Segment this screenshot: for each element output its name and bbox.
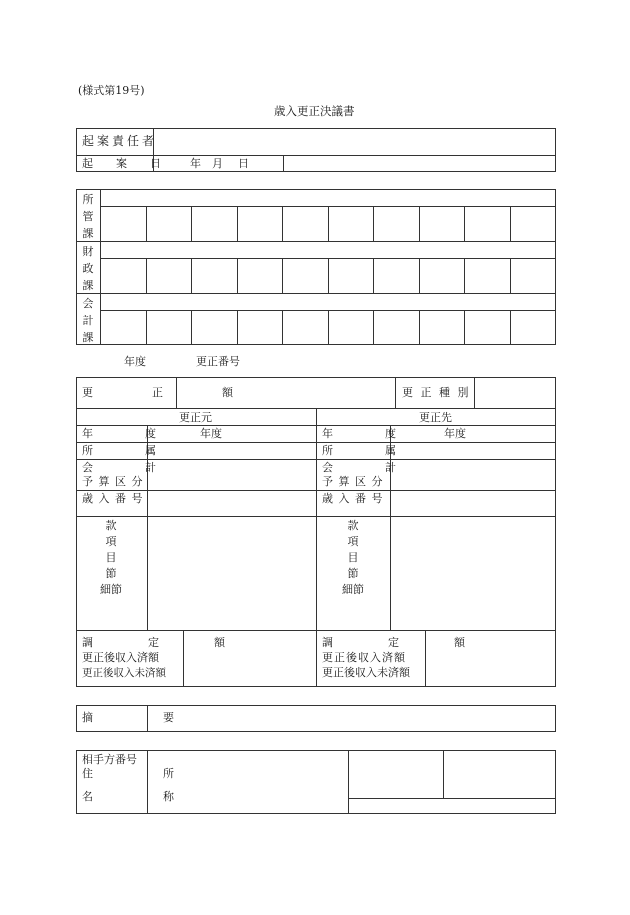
- stamp-cell[interactable]: [238, 259, 281, 292]
- date-month-char: 月: [212, 157, 223, 170]
- form-number: (様式第19号): [78, 84, 145, 97]
- subject-moku: 目: [105, 551, 117, 564]
- dest-amounts-field[interactable]: [426, 631, 555, 686]
- stamp-cell[interactable]: [147, 311, 190, 344]
- dest-revenue-no-field[interactable]: [391, 491, 555, 515]
- stamp-cell[interactable]: [465, 311, 509, 344]
- subject-saisetsu: 細節: [342, 583, 364, 596]
- stamp-cell[interactable]: [192, 311, 236, 344]
- dest-account-field[interactable]: [391, 460, 555, 489]
- source-account-label: 会 計: [82, 461, 166, 474]
- draft-extra-field[interactable]: [284, 156, 555, 171]
- approval-name-field[interactable]: [101, 294, 555, 309]
- source-dept-label: 所 属: [82, 444, 166, 457]
- subject-saisetsu: 細節: [100, 583, 122, 596]
- partner-address-label: 住 所: [82, 767, 190, 780]
- approval-name-field[interactable]: [101, 242, 555, 257]
- stamp-cell[interactable]: [283, 259, 327, 292]
- correction-type-field[interactable]: [475, 378, 555, 408]
- date-day-char: 日: [238, 157, 249, 170]
- dest-year-label: 年 度: [322, 427, 406, 440]
- dest-account-label: 会 計: [322, 461, 406, 474]
- subject-kan: 款: [347, 519, 359, 532]
- stamp-cell[interactable]: [374, 259, 418, 292]
- subject-moku: 目: [347, 551, 359, 564]
- correction-type-label: 更 正 種 別: [402, 386, 471, 399]
- drafter-field[interactable]: [154, 129, 555, 154]
- section-label-kaikei: 会 計 課: [82, 297, 94, 344]
- dest-received-label: 更正後収入済額: [322, 651, 406, 664]
- stamp-cell[interactable]: [420, 259, 463, 292]
- source-unreceived-label: 更正後収入未済額: [82, 667, 166, 679]
- partner-extra-field-3[interactable]: [349, 799, 555, 813]
- stamp-cell[interactable]: [374, 311, 418, 344]
- source-year-value: 年度: [200, 427, 222, 440]
- stamp-cell[interactable]: [511, 311, 555, 344]
- source-revenue-no-label: 歳 入 番 号: [82, 492, 144, 505]
- stamp-cell[interactable]: [283, 311, 327, 344]
- stamp-cell[interactable]: [147, 259, 190, 292]
- dest-dept-label: 所 属: [322, 444, 406, 457]
- stamp-cell[interactable]: [329, 207, 372, 240]
- source-revenue-no-field[interactable]: [148, 491, 315, 515]
- source-subject-list: [86, 518, 136, 598]
- stamp-cell[interactable]: [238, 207, 281, 240]
- dest-subject-field[interactable]: [391, 517, 555, 629]
- stamp-cell[interactable]: [511, 207, 555, 240]
- subject-setsu: 節: [105, 567, 117, 580]
- source-account-field[interactable]: [148, 460, 315, 489]
- partner-info-field[interactable]: [148, 751, 347, 813]
- stamp-cell[interactable]: [101, 311, 145, 344]
- stamp-cell[interactable]: [511, 259, 555, 292]
- source-amounts-field[interactable]: [184, 631, 315, 686]
- subject-setsu: 節: [347, 567, 359, 580]
- correction-amount-label: 更 正 額: [82, 386, 257, 399]
- subject-kou: 項: [105, 535, 117, 548]
- partner-name-label: 名 称: [82, 790, 190, 803]
- correction-amount-field[interactable]: [177, 378, 394, 408]
- drafter-label: 起案責任者: [82, 134, 158, 148]
- stamp-cell[interactable]: [147, 207, 190, 240]
- source-dept-field[interactable]: [148, 443, 315, 458]
- subject-kou: 項: [347, 535, 359, 548]
- stamp-cell[interactable]: [192, 207, 236, 240]
- stamp-cell[interactable]: [329, 259, 372, 292]
- correction-number-label: 更正番号: [196, 355, 240, 368]
- source-header: 更正元: [179, 411, 212, 424]
- stamp-cell[interactable]: [465, 207, 509, 240]
- stamp-cell[interactable]: [101, 207, 145, 240]
- document-title: 歳入更正決議書: [274, 104, 355, 118]
- source-received-label: 更正後収入済額: [82, 651, 159, 664]
- subject-kan: 款: [105, 519, 117, 532]
- stamp-cell[interactable]: [283, 207, 327, 240]
- stamp-cell[interactable]: [329, 311, 372, 344]
- dest-set-amount-label: 調 定 額: [322, 636, 487, 649]
- source-set-amount-label: 調 定 額: [82, 636, 247, 649]
- stamp-cell[interactable]: [192, 259, 236, 292]
- summary-field[interactable]: [148, 706, 555, 731]
- stamp-cell[interactable]: [465, 259, 509, 292]
- dest-header: 更正先: [419, 411, 452, 424]
- partner-extra-field-2[interactable]: [444, 751, 555, 797]
- source-budget-label: 予 算 区 分: [82, 475, 144, 488]
- stamp-cell[interactable]: [374, 207, 418, 240]
- stamp-cell[interactable]: [238, 311, 281, 344]
- dest-revenue-no-label: 歳 入 番 号: [322, 492, 384, 505]
- date-year-char: 年: [190, 157, 201, 170]
- dest-year-value: 年度: [444, 427, 466, 440]
- fiscal-year-label: 年度: [124, 355, 146, 368]
- draft-date-label: 起 案 日: [82, 157, 167, 170]
- section-label-zaisei: 財 政 課: [82, 245, 94, 292]
- source-year-label: 年 度: [82, 427, 166, 440]
- partner-number-label: 相手方番号: [82, 753, 137, 766]
- section-label-shokan: 所 管 課: [82, 193, 94, 240]
- approval-name-field[interactable]: [101, 190, 555, 205]
- dest-subject-list: [328, 518, 378, 598]
- summary-label: 摘 要: [82, 711, 190, 724]
- stamp-cell[interactable]: [420, 311, 463, 344]
- partner-extra-field-1[interactable]: [349, 751, 442, 797]
- stamp-cell[interactable]: [101, 259, 145, 292]
- dest-budget-label: 予 算 区 分: [322, 475, 384, 488]
- stamp-cell[interactable]: [420, 207, 463, 240]
- dest-dept-field[interactable]: [391, 443, 555, 458]
- source-subject-field[interactable]: [148, 517, 315, 629]
- dest-unreceived-label: 更正後収入未済額: [322, 666, 410, 679]
